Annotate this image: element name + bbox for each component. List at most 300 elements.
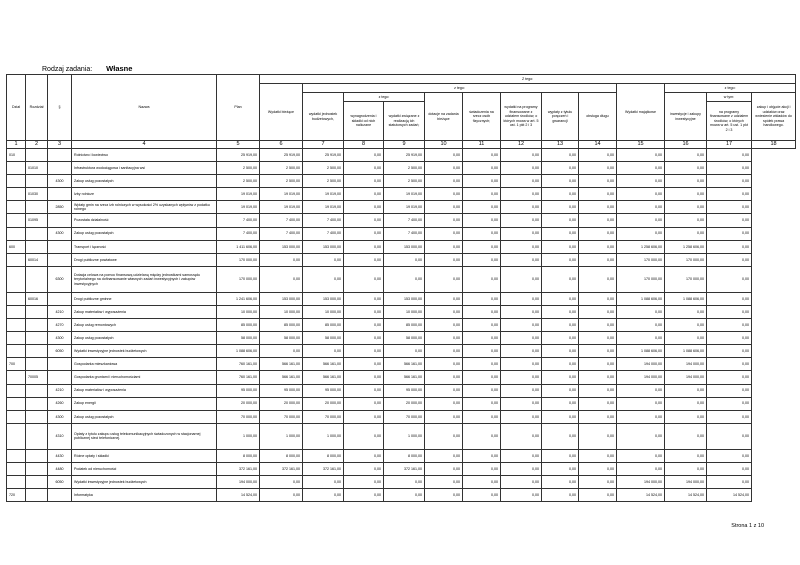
cell-value: 0,00 [501,371,542,384]
cell-paragraf [48,358,72,371]
cell-value: 153 000,00 [303,292,344,305]
cell-value: 0,00 [617,214,665,227]
cell-value: 0,00 [303,489,344,502]
task-type-value: Własne [106,64,133,73]
cell-value: 19 019,00 [260,201,303,214]
col-na-programy: na programy finansowane z udziałem środków, o których mowa w art. 5 ust. 1 pkt 2 i 3 [707,102,752,141]
cell-rozdzial [26,149,48,162]
cell-nazwa: Zakup materiałów i wyposażenia [72,305,217,318]
cell-value: 372 161,00 [260,462,303,475]
cell-value: 0,00 [542,462,579,475]
cell-nazwa: Zakup usług pozostałych [72,175,217,188]
cell-value: 95 000,00 [260,384,303,397]
cell-value: 0,00 [665,384,707,397]
cell-value: 0,00 [665,319,707,332]
cell-value: 0,00 [707,462,752,475]
cell-value: 0,00 [579,253,617,266]
cell-value: 0,00 [344,423,384,449]
col-paragraf: § [48,75,72,141]
cell-value: 0,00 [425,266,463,292]
cell-value: 14 524,00 [217,489,260,502]
table-row [7,371,796,384]
cell-paragraf [48,292,72,305]
cell-dzial [7,410,26,423]
cell-value: 0,00 [425,240,463,253]
cell-dzial [7,175,26,188]
cell-value: 566 161,00 [303,358,344,371]
cell-value: 0,00 [303,345,344,358]
cell-value: 10 000,00 [303,305,344,318]
cell-value: 8 000,00 [217,449,260,462]
cell-value: 0,00 [463,175,501,188]
cell-rozdzial [26,227,48,240]
cell-value: 0,00 [542,292,579,305]
cell-rozdzial: 60016 [26,292,48,305]
column-number-1: 1 [7,141,26,149]
cell-value: 0,00 [344,332,384,345]
cell-value: 70 000,00 [303,410,344,423]
cell-value: 0,00 [425,410,463,423]
cell-dzial [7,214,26,227]
cell-value: 0,00 [463,162,501,175]
cell-value: 194 000,00 [217,475,260,488]
cell-value: 0,00 [579,149,617,162]
cell-value: 70 000,00 [384,410,425,423]
cell-value: 0,00 [260,489,303,502]
cell-nazwa: Pozostała działalność [72,214,217,227]
table-row [7,489,796,502]
cell-value: 0,00 [542,214,579,227]
cell-value: 0,00 [501,253,542,266]
cell-value: 0,00 [344,410,384,423]
col-obsluga-dlugu: obsługa długu [579,93,617,141]
cell-dzial: 720 [7,489,26,502]
cell-value: 7 400,00 [303,214,344,227]
cell-value: 7 400,00 [260,227,303,240]
cell-value: 0,00 [665,410,707,423]
cell-value: 7 400,00 [260,214,303,227]
cell-value: 0,00 [384,345,425,358]
cell-value: 0,00 [707,227,752,240]
cell-value: 194 000,00 [665,475,707,488]
col-z-tego-majatkowe: z tego: [665,84,796,93]
cell-value: 194 000,00 [617,475,665,488]
cell-value: 25 919,00 [217,149,260,162]
cell-value: 0,00 [542,149,579,162]
cell-value: 0,00 [542,384,579,397]
column-number-14: 14 [579,141,617,149]
cell-dzial [7,462,26,475]
cell-value: 0,00 [579,240,617,253]
cell-nazwa: Różne opłaty i składki [72,449,217,462]
cell-value: 19 019,00 [260,188,303,201]
cell-nazwa: Gospodarka mieszkaniowa [72,358,217,371]
cell-value: 0,00 [707,384,752,397]
cell-rozdzial [26,345,48,358]
cell-value: 0,00 [425,162,463,175]
cell-nazwa: Zakup energii [72,397,217,410]
cell-value: 0,00 [463,292,501,305]
cell-value: 0,00 [617,462,665,475]
cell-value: 2 500,00 [217,162,260,175]
cell-value: 70 000,00 [260,410,303,423]
cell-value: 2 500,00 [217,175,260,188]
cell-value: 2 500,00 [260,162,303,175]
cell-value: 0,00 [707,188,752,201]
cell-value: 0,00 [463,240,501,253]
cell-value: 0,00 [463,397,501,410]
cell-paragraf: 4270 [48,319,72,332]
cell-paragraf: 2850 [48,201,72,214]
cell-rozdzial [26,423,48,449]
cell-value: 0,00 [463,188,501,201]
cell-value: 0,00 [501,214,542,227]
col-z-tego: Z tego: [260,75,796,84]
cell-value: 1 000,00 [217,423,260,449]
budget-table [6,74,796,502]
cell-value: 0,00 [579,175,617,188]
cell-value: 0,00 [617,397,665,410]
cell-value: 1 000,00 [303,423,344,449]
cell-value: 0,00 [542,162,579,175]
cell-value: 1 000,00 [260,423,303,449]
cell-value: 0,00 [501,305,542,318]
cell-value: 0,00 [425,292,463,305]
cell-value: 2 500,00 [303,162,344,175]
cell-rozdzial: 01095 [26,214,48,227]
cell-value: 0,00 [344,162,384,175]
cell-value: 10 000,00 [384,305,425,318]
cell-dzial [7,305,26,318]
cell-rozdzial: 01030 [26,188,48,201]
cell-dzial [7,227,26,240]
cell-value: 0,00 [665,462,707,475]
cell-value: 0,00 [542,475,579,488]
cell-dzial [7,345,26,358]
cell-value: 566 161,00 [260,371,303,384]
cell-value: 0,00 [707,397,752,410]
cell-value: 0,00 [463,475,501,488]
cell-value: 0,00 [707,423,752,449]
cell-value: 7 400,00 [384,214,425,227]
cell-paragraf [48,371,72,384]
cell-value: 194 000,00 [665,358,707,371]
cell-value: 0,00 [463,305,501,318]
cell-value: 194 000,00 [617,371,665,384]
cell-value: 0,00 [542,397,579,410]
cell-value: 0,00 [463,214,501,227]
cell-value: 0,00 [617,201,665,214]
cell-dzial [7,188,26,201]
cell-value: 58 000,00 [260,332,303,345]
cell-nazwa: Wydatki inwestycyjne jednostek budżetowych [72,475,217,488]
cell-value: 0,00 [579,319,617,332]
cell-value: 0,00 [463,266,501,292]
cell-value: 0,00 [260,345,303,358]
cell-value: 0,00 [665,423,707,449]
cell-rozdzial: 01010 [26,162,48,175]
cell-value: 0,00 [463,489,501,502]
cell-value: 0,00 [425,175,463,188]
cell-value: 0,00 [384,475,425,488]
cell-rozdzial [26,240,48,253]
cell-value: 0,00 [501,423,542,449]
cell-value: 0,00 [463,345,501,358]
cell-value: 1 258 606,00 [665,240,707,253]
cell-value: 0,00 [344,384,384,397]
cell-value: 0,00 [344,358,384,371]
cell-value: 0,00 [425,449,463,462]
cell-value: 0,00 [579,266,617,292]
cell-value: 0,00 [344,305,384,318]
cell-dzial [7,266,26,292]
cell-value: 0,00 [665,214,707,227]
cell-nazwa: Dotacja celowa na pomoc finansową udzielaną między jednostkami samorządu terytorialnego na dofinansowanie własnych zadań inwestycyjnych i zakupów inwestycyjnych [72,266,217,292]
cell-value: 0,00 [542,305,579,318]
cell-value: 0,00 [344,489,384,502]
cell-value: 0,00 [501,319,542,332]
cell-value: 1 088 606,00 [665,292,707,305]
cell-paragraf: 4480 [48,462,72,475]
cell-value: 0,00 [260,475,303,488]
cell-rozdzial [26,410,48,423]
cell-value: 0,00 [463,449,501,462]
cell-paragraf: 4310 [48,423,72,449]
cell-value: 20 000,00 [260,397,303,410]
col-dzial: Dział [7,75,26,141]
cell-value: 2 500,00 [260,175,303,188]
cell-dzial: 600 [7,240,26,253]
cell-value: 0,00 [579,462,617,475]
cell-dzial [7,201,26,214]
cell-value: 0,00 [707,449,752,462]
cell-value: 0,00 [707,266,752,292]
cell-value: 0,00 [501,397,542,410]
cell-value: 0,00 [707,358,752,371]
cell-value: 0,00 [665,162,707,175]
column-number-12: 12 [501,141,542,149]
cell-value: 0,00 [579,214,617,227]
cell-value: 19 019,00 [217,188,260,201]
cell-value: 0,00 [542,253,579,266]
cell-value: 0,00 [617,319,665,332]
cell-paragraf [48,489,72,502]
cell-value: 1 258 606,00 [617,240,665,253]
cell-value: 1 088 606,00 [617,292,665,305]
cell-value: 2 500,00 [384,162,425,175]
cell-paragraf [48,162,72,175]
cell-value: 0,00 [344,449,384,462]
cell-value: 0,00 [344,253,384,266]
cell-value: 0,00 [344,345,384,358]
table-row [7,253,796,266]
cell-value: 0,00 [344,214,384,227]
cell-value: 0,00 [617,149,665,162]
cell-value: 19 019,00 [217,201,260,214]
cell-value: 0,00 [425,489,463,502]
cell-dzial [7,475,26,488]
cell-value: 372 161,00 [217,462,260,475]
cell-value: 0,00 [384,266,425,292]
cell-value: 760 161,00 [217,371,260,384]
column-number-4: 4 [72,141,217,149]
cell-paragraf: 4430 [48,449,72,462]
cell-nazwa: Zakup materiałów i wyposażenia [72,384,217,397]
cell-value: 0,00 [425,397,463,410]
cell-value: 1 000,00 [384,423,425,449]
column-numbers-row [7,141,796,149]
cell-nazwa: Zakup usług pozostałych [72,410,217,423]
table-row [7,358,796,371]
cell-value: 0,00 [344,319,384,332]
column-number-10: 10 [425,141,463,149]
cell-value: 0,00 [344,240,384,253]
cell-value: 0,00 [542,227,579,240]
cell-value: 70 000,00 [217,410,260,423]
col-zakup-akcji: zakup i objęcie akcji i udziałów oraz wniesienie wkładów do spółek prawa handlowego. [752,93,796,141]
column-number-5: 5 [217,141,260,149]
cell-value: 153 000,00 [384,240,425,253]
cell-paragraf: 4300 [48,175,72,188]
cell-value: 0,00 [542,410,579,423]
cell-paragraf: 4300 [48,410,72,423]
cell-value: 0,00 [303,266,344,292]
cell-value: 19 019,00 [384,201,425,214]
table-row [7,345,796,358]
cell-value: 0,00 [501,227,542,240]
cell-paragraf [48,188,72,201]
cell-value: 85 000,00 [217,319,260,332]
cell-value: 0,00 [542,266,579,292]
cell-paragraf: 6050 [48,345,72,358]
cell-value: 85 000,00 [384,319,425,332]
cell-value: 0,00 [463,423,501,449]
cell-value: 760 161,00 [217,358,260,371]
cell-value: 0,00 [542,332,579,345]
cell-value: 0,00 [665,188,707,201]
col-wyd-programy: wydatki na programy finansowane z udziałem środków, o których mowa w art. 5 ust. 1 pkt 2 i 3 [501,93,542,141]
cell-rozdzial [26,175,48,188]
cell-value: 0,00 [579,358,617,371]
cell-value: 0,00 [707,240,752,253]
cell-value: 0,00 [501,410,542,423]
cell-value: 14 524,00 [665,489,707,502]
cell-value: 0,00 [579,332,617,345]
cell-value: 0,00 [579,449,617,462]
col-wyd-jedn-bud: wydatki jednostek budżetowych, [303,93,344,141]
cell-value: 0,00 [344,201,384,214]
cell-value: 170 000,00 [217,253,260,266]
cell-paragraf: 6300 [48,266,72,292]
cell-value: 0,00 [707,253,752,266]
cell-value: 566 161,00 [260,358,303,371]
cell-rozdzial [26,449,48,462]
cell-value: 1 088 606,00 [617,345,665,358]
cell-value: 0,00 [501,345,542,358]
cell-value: 20 000,00 [217,397,260,410]
cell-value: 0,00 [707,292,752,305]
cell-nazwa: Opłaty z tytułu zakupu usług telekomunikacyjnych świadczonych w stacjonarnej publicznej sieci telefonicznej. [72,423,217,449]
cell-paragraf: 4210 [48,384,72,397]
cell-rozdzial [26,475,48,488]
cell-value: 0,00 [665,449,707,462]
cell-value: 8 000,00 [303,449,344,462]
cell-value: 0,00 [501,358,542,371]
cell-value: 0,00 [617,449,665,462]
cell-value: 170 000,00 [617,253,665,266]
cell-value: 0,00 [707,149,752,162]
col-nazwa: Nazwa [72,75,217,141]
cell-value: 0,00 [425,462,463,475]
cell-value: 0,00 [425,371,463,384]
cell-paragraf: 4260 [48,397,72,410]
cell-value: 0,00 [579,345,617,358]
cell-value: 85 000,00 [260,319,303,332]
cell-value: 0,00 [425,345,463,358]
cell-value: 0,00 [617,175,665,188]
cell-nazwa: Infrastruktura wodociągowa i sanitacyjna wsi [72,162,217,175]
cell-rozdzial [26,201,48,214]
cell-value: 85 000,00 [303,319,344,332]
cell-value: 153 000,00 [303,240,344,253]
cell-value: 0,00 [579,423,617,449]
table-row [7,175,796,188]
cell-value: 0,00 [617,410,665,423]
cell-value: 0,00 [707,410,752,423]
cell-value: 19 019,00 [303,188,344,201]
col-z-tego-biezace: z tego: [303,84,617,93]
cell-value: 0,00 [665,332,707,345]
cell-rozdzial [26,397,48,410]
cell-value: 0,00 [463,319,501,332]
cell-value: 0,00 [707,345,752,358]
cell-nazwa: Zakup usług pozostałych [72,227,217,240]
table-row [7,227,796,240]
cell-rozdzial [26,489,48,502]
cell-value: 0,00 [463,410,501,423]
cell-value: 7 400,00 [303,227,344,240]
cell-value: 2 500,00 [303,175,344,188]
cell-value: 20 000,00 [303,397,344,410]
table-row [7,397,796,410]
cell-value: 0,00 [463,149,501,162]
cell-dzial: 700 [7,358,26,371]
cell-value: 0,00 [579,188,617,201]
cell-value: 0,00 [344,227,384,240]
column-number-11: 11 [463,141,501,149]
cell-value: 0,00 [579,410,617,423]
cell-dzial [7,162,26,175]
cell-value: 0,00 [384,489,425,502]
column-number-7: 7 [303,141,344,149]
table-row [7,214,796,227]
cell-value: 8 000,00 [384,449,425,462]
cell-value: 170 000,00 [665,253,707,266]
cell-nazwa: Wpłaty gmin na rzecz izb rolniczych w wysokości 2% uzyskanych wpływów z podatku rolnego [72,201,217,214]
cell-paragraf: 4300 [48,227,72,240]
cell-paragraf [48,214,72,227]
cell-value: 0,00 [425,332,463,345]
cell-value: 0,00 [665,201,707,214]
column-number-18: 18 [752,141,796,149]
cell-value: 566 161,00 [384,358,425,371]
cell-value: 153 000,00 [260,292,303,305]
cell-value: 19 019,00 [384,188,425,201]
cell-value: 0,00 [260,253,303,266]
cell-value: 8 000,00 [260,449,303,462]
column-number-15: 15 [617,141,665,149]
cell-value: 0,00 [542,423,579,449]
